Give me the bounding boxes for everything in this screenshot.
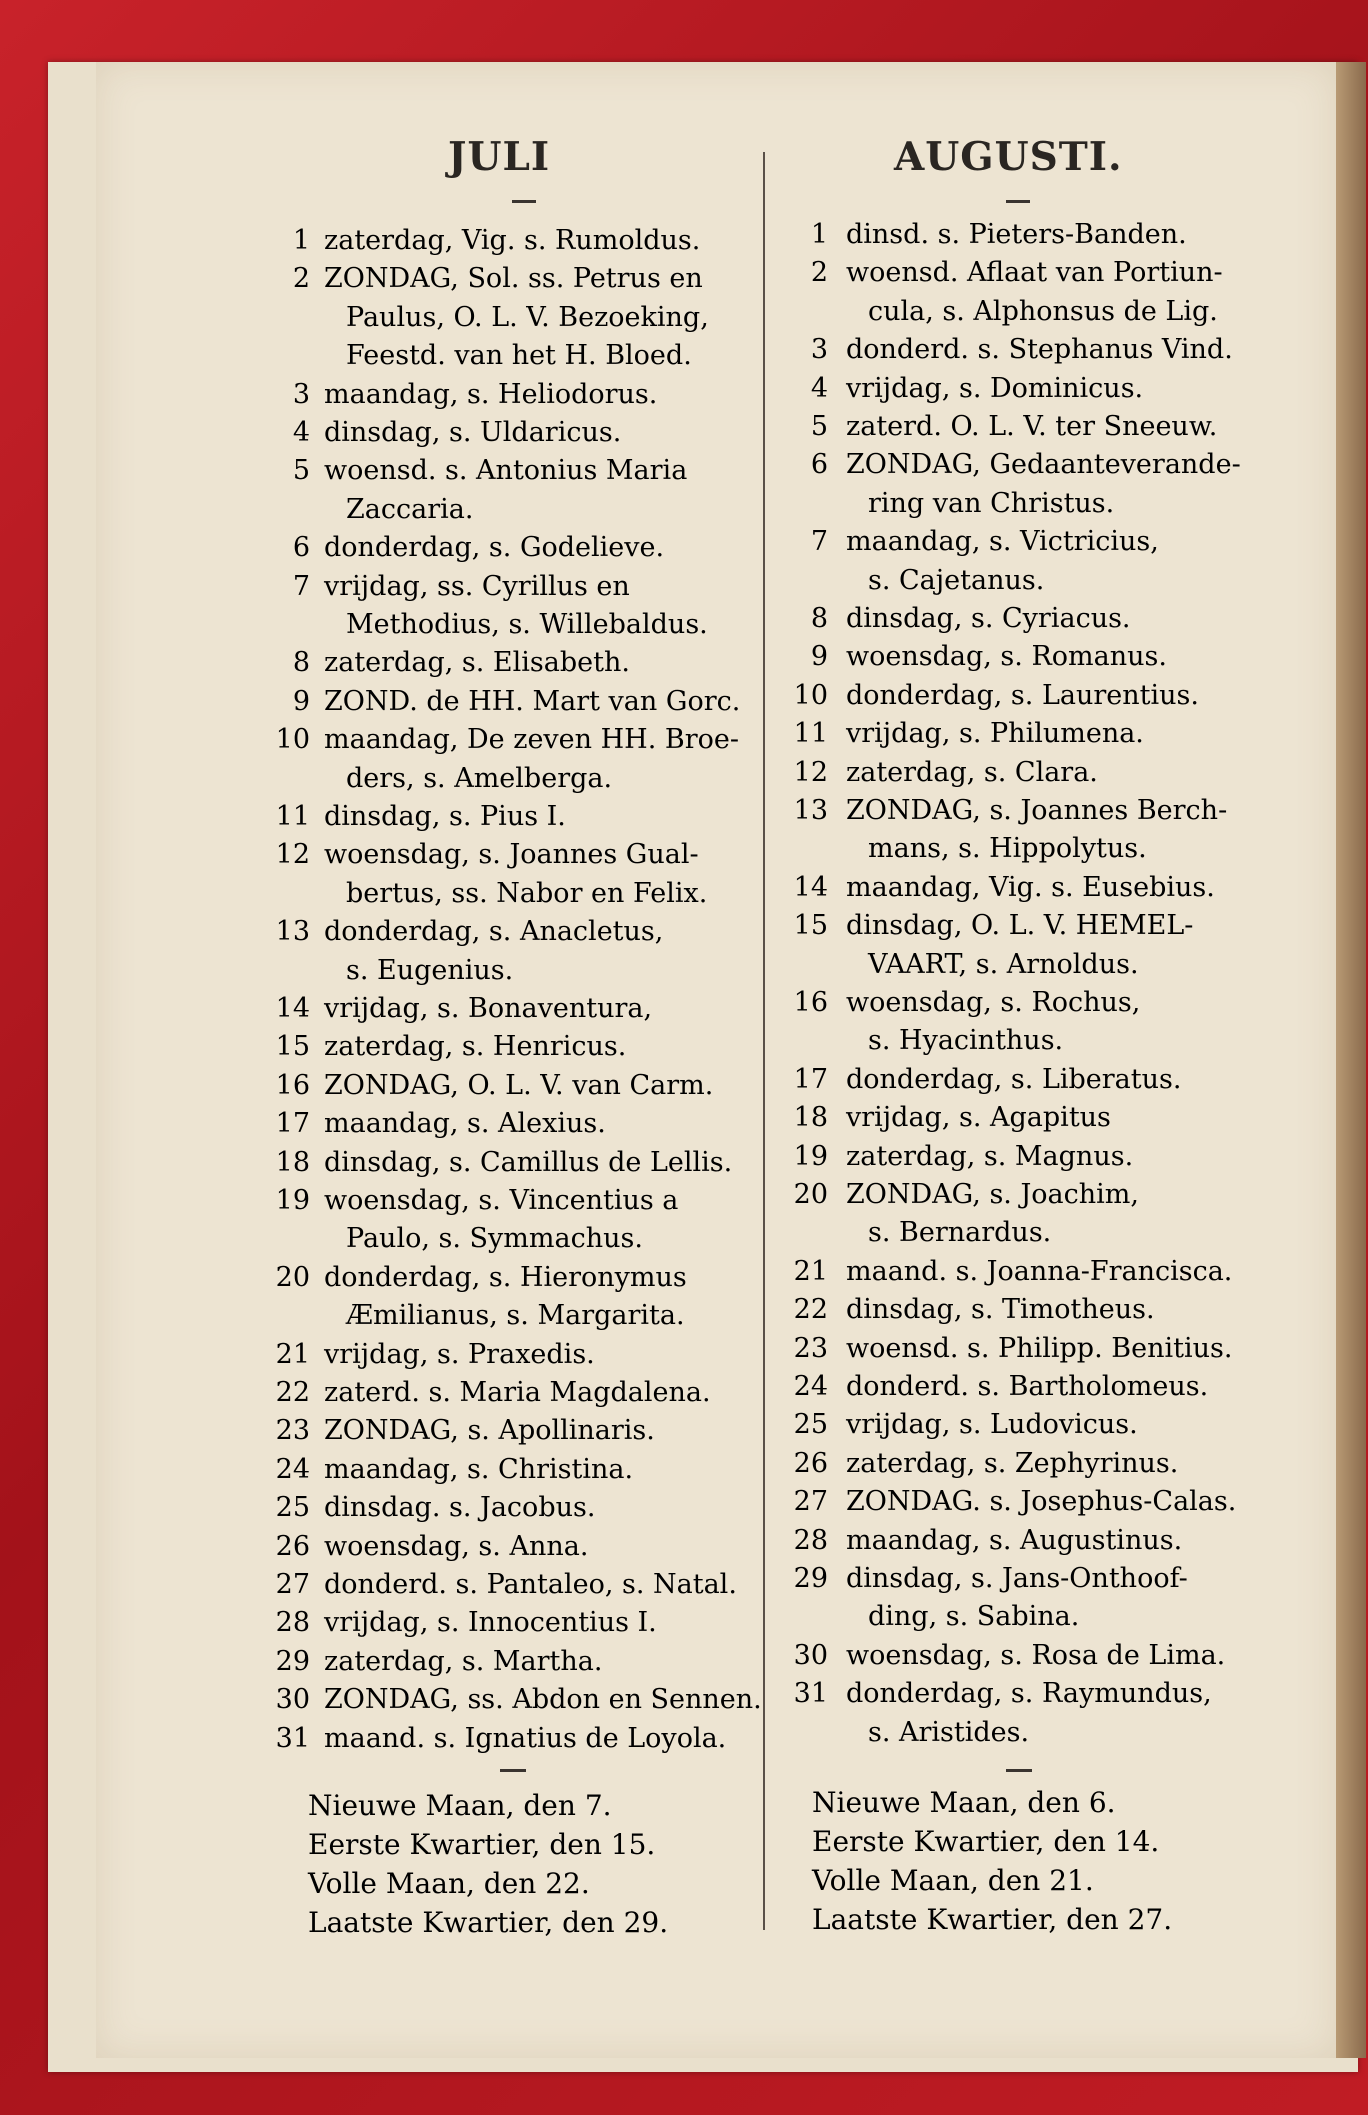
july-day-text: donderdag, s. Anacletus,: [324, 916, 664, 948]
august-day-text: donderdag, s. Raymundus,: [846, 1678, 1212, 1710]
august-day-text: maandag, s. Victricius,: [846, 526, 1159, 558]
july-day-text: dinsdag. s. Jacobus.: [324, 1492, 596, 1524]
august-day-text-continued: mans, s. Hippolytus.: [868, 833, 1147, 865]
august-day-number: 2: [810, 257, 828, 289]
august-moon-phase: Volle Maan, den 21.: [812, 1864, 1094, 1897]
july-footer-rule: [500, 1769, 526, 1772]
august-day-text: dinsdag, O. L. V. HEMEL-: [846, 910, 1194, 942]
july-day-number: 22: [275, 1377, 310, 1408]
august-day-number: 17: [793, 1063, 828, 1095]
july-day-number: 30: [275, 1684, 310, 1716]
july-day-number: 17: [275, 1108, 310, 1140]
july-day-text: maand. s. Ignatius de Loyola.: [324, 1722, 727, 1754]
august-day-text: vrijdag, s. Ludovicus.: [846, 1409, 1138, 1441]
august-day-text-continued: s. Hyacinthus.: [868, 1025, 1064, 1057]
july-day-text-continued: Feestd. van het H. Bloed.: [346, 340, 692, 372]
july-day-text: woensdag, s. Vincentius a: [324, 1185, 679, 1216]
july-day-number: 14: [275, 993, 310, 1024]
august-day-text: vrijdag, s. Dominicus.: [846, 372, 1144, 404]
july-title: JULI: [448, 134, 551, 180]
august-moon-phase: Eerste Kwartier, den 14.: [812, 1825, 1160, 1858]
july-day-number: 6: [292, 532, 310, 564]
august-day-number: 1: [810, 219, 828, 250]
july-day-number: 31: [275, 1722, 310, 1754]
july-day-text: zaterdag, s. Elisabeth.: [324, 647, 630, 679]
august-day-number: 7: [810, 526, 828, 558]
august-day-text: ZONDAG, s. Joachim,: [846, 1179, 1139, 1210]
august-day-text: donderd. s. Stephanus Vind.: [846, 334, 1233, 366]
august-day-text: woensdag, s. Rosa de Lima.: [846, 1639, 1226, 1671]
august-day-number: 11: [793, 718, 828, 750]
july-day-text: maandag, s. Alexius.: [324, 1108, 606, 1140]
july-day-number: 1: [292, 225, 310, 256]
august-day-text: ZONDAG. s. Josephus-Calas.: [846, 1486, 1237, 1518]
july-day-number: 27: [275, 1569, 310, 1600]
august-day-number: 21: [793, 1255, 828, 1287]
july-moon-phase: Volle Maan, den 22.: [308, 1867, 590, 1900]
july-day-text-continued: Æmilianus, s. Margarita.: [346, 1300, 685, 1332]
august-day-text: ZONDAG, Gedaanteverande-: [846, 449, 1241, 481]
july-day-number: 12: [275, 839, 310, 871]
july-day-text: woensd. s. Antonius Maria: [324, 455, 688, 487]
july-day-text: vrijdag, s. Praxedis.: [324, 1338, 595, 1370]
august-day-text: woensd. s. Philipp. Benitius.: [846, 1332, 1233, 1364]
august-day-text: dinsdag, s. Jans-Onthoof-: [846, 1563, 1188, 1594]
august-day-number: 3: [810, 334, 828, 366]
august-day-text-continued: ring van Christus.: [868, 487, 1115, 519]
august-day-text: maandag, s. Augustinus.: [846, 1524, 1183, 1556]
august-day-text-continued: ding, s. Sabina.: [868, 1601, 1080, 1633]
august-day-number: 23: [793, 1332, 828, 1364]
august-moon-phase: Laatste Kwartier, den 27.: [812, 1903, 1173, 1936]
july-day-text: maandag, s. Heliodorus.: [324, 378, 658, 410]
july-day-number: 29: [275, 1645, 310, 1677]
july-day-text-continued: ders, s. Amelberga.: [346, 762, 613, 794]
july-day-number: 4: [292, 417, 310, 448]
july-day-text: zaterd. s. Maria Magdalena.: [324, 1377, 711, 1408]
august-day-text: maand. s. Joanna-Francisca.: [846, 1255, 1233, 1287]
august-day-text: ZONDAG, s. Joannes Berch-: [846, 795, 1228, 826]
july-moon-phase: Nieuwe Maan, den 7.: [308, 1789, 612, 1822]
july-day-number: 11: [275, 801, 310, 832]
august-day-text: zaterd. O. L. V. ter Sneeuw.: [846, 411, 1218, 442]
august-day-text: vrijdag, s. Agapitus: [846, 1102, 1111, 1134]
august-day-number: 28: [793, 1524, 828, 1556]
august-day-text-continued: VAART, s. Arnoldus.: [868, 948, 1139, 980]
july-moon-phase: Laatste Kwartier, den 29.: [308, 1906, 669, 1939]
august-day-number: 30: [793, 1639, 828, 1671]
july-day-number: 15: [275, 1031, 310, 1063]
july-day-text: woensdag, s. Joannes Gual-: [324, 839, 699, 871]
july-day-number: 28: [275, 1607, 310, 1639]
august-day-text-continued: s. Aristides.: [868, 1716, 1030, 1748]
august-footer-rule: [1006, 1769, 1032, 1772]
august-day-text: dinsdag, s. Timotheus.: [846, 1294, 1155, 1326]
july-day-number: 16: [275, 1069, 310, 1101]
august-day-number: 31: [793, 1678, 828, 1710]
august-day-text: donderdag, s. Laurentius.: [846, 679, 1199, 711]
july-day-text: zaterdag, s. Henricus.: [324, 1031, 627, 1063]
july-day-text-continued: Methodius, s. Willebaldus.: [346, 609, 708, 640]
august-day-text-continued: cula, s. Alphonsus de Lig.: [868, 295, 1218, 327]
august-day-text: vrijdag, s. Philumena.: [846, 718, 1144, 750]
july-day-text: vrijdag, s. Bonaventura,: [324, 993, 653, 1024]
august-day-number: 20: [793, 1179, 828, 1210]
july-day-text: dinsdag, s. Uldaricus.: [324, 417, 622, 448]
july-day-text: dinsdag, s. Pius I.: [324, 801, 566, 832]
july-day-text: woensdag, s. Anna.: [324, 1530, 589, 1562]
august-title: AUGUSTI.: [894, 134, 1123, 180]
july-day-number: 21: [275, 1338, 310, 1370]
august-day-text-continued: s. Bernardus.: [868, 1217, 1052, 1249]
july-day-text: ZONDAG, Sol. ss. Petrus en: [324, 263, 703, 295]
august-day-number: 10: [793, 679, 828, 711]
page-gutter: [1336, 62, 1366, 2058]
august-day-number: 27: [793, 1486, 828, 1518]
july-day-text: ZONDAG, O. L. V. van Carm.: [324, 1069, 714, 1101]
august-title-rule: [1006, 200, 1030, 203]
august-day-text: donderd. s. Bartholomeus.: [846, 1371, 1209, 1402]
august-day-number: 5: [810, 411, 828, 442]
august-day-number: 14: [793, 871, 828, 903]
august-day-number: 25: [793, 1409, 828, 1441]
august-day-text: dinsd. s. Pieters-Banden.: [846, 219, 1187, 250]
july-day-text: ZONDAG, ss. Abdon en Sennen.: [324, 1684, 762, 1716]
august-day-number: 13: [793, 795, 828, 826]
august-day-number: 29: [793, 1563, 828, 1594]
july-day-text: donderd. s. Pantaleo, s. Natal.: [324, 1569, 737, 1600]
july-day-number: 23: [275, 1415, 310, 1447]
july-day-text-continued: Paulo, s. Symmachus.: [346, 1223, 643, 1255]
july-day-number: 26: [275, 1530, 310, 1562]
july-day-text-continued: Paulus, O. L. V. Bezoeking,: [346, 301, 709, 333]
july-day-text: ZONDAG, s. Apollinaris.: [324, 1415, 655, 1447]
august-day-text: dinsdag, s. Cyriacus.: [846, 603, 1131, 634]
august-day-number: 15: [793, 910, 828, 942]
august-day-number: 6: [810, 449, 828, 481]
july-day-number: 5: [292, 455, 310, 487]
august-day-number: 24: [793, 1371, 828, 1402]
july-day-number: 7: [292, 570, 310, 602]
july-day-number: 18: [275, 1146, 310, 1178]
july-day-number: 24: [275, 1453, 310, 1485]
august-day-text: woensdag, s. Romanus.: [846, 641, 1167, 673]
august-day-number: 8: [810, 603, 828, 634]
august-day-number: 9: [810, 641, 828, 673]
august-day-number: 12: [793, 756, 828, 788]
august-day-number: 16: [793, 987, 828, 1018]
july-day-text: zaterdag, s. Martha.: [324, 1645, 603, 1677]
july-day-number: 19: [275, 1185, 310, 1216]
july-day-number: 10: [275, 724, 310, 756]
july-day-text: donderdag, s. Godelieve.: [324, 532, 665, 564]
column-divider: [763, 152, 765, 1930]
july-day-text-continued: Zaccaria.: [346, 493, 474, 525]
august-day-text: woensdag, s. Rochus,: [846, 987, 1141, 1018]
july-day-number: 8: [292, 647, 310, 679]
july-day-number: 9: [292, 685, 310, 717]
august-day-number: 26: [793, 1447, 828, 1479]
july-day-number: 20: [275, 1261, 310, 1293]
july-day-number: 13: [275, 916, 310, 948]
july-day-text-continued: s. Eugenius.: [346, 954, 514, 986]
july-day-text: ZOND. de HH. Mart van Gorc.: [324, 685, 741, 717]
july-day-text: maandag, De zeven HH. Broe-: [324, 724, 739, 756]
july-day-number: 2: [292, 263, 310, 295]
august-day-number: 18: [793, 1102, 828, 1134]
august-moon-phase: Nieuwe Maan, den 6.: [812, 1786, 1116, 1819]
july-day-text: vrijdag, s. Innocentius I.: [324, 1607, 657, 1639]
july-day-text-continued: bertus, ss. Nabor en Felix.: [346, 877, 708, 909]
july-day-number: 25: [275, 1492, 310, 1524]
july-day-text: donderdag, s. Hieronymus: [324, 1261, 687, 1293]
august-day-text: zaterdag, s. Clara.: [846, 756, 1098, 788]
august-day-text: woensd. Aflaat van Portiun-: [846, 257, 1223, 289]
august-day-number: 19: [793, 1140, 828, 1172]
august-day-text-continued: s. Cajetanus.: [868, 564, 1045, 596]
july-day-number: 3: [292, 378, 310, 410]
august-day-text: maandag, Vig. s. Eusebius.: [846, 871, 1215, 903]
august-day-text: donderdag, s. Liberatus.: [846, 1063, 1182, 1095]
august-day-text: zaterdag, s. Zephyrinus.: [846, 1447, 1179, 1479]
august-day-number: 4: [810, 372, 828, 404]
july-day-text: vrijdag, ss. Cyrillus en: [324, 570, 630, 602]
august-day-number: 22: [793, 1294, 828, 1326]
july-day-text: dinsdag, s. Camillus de Lellis.: [324, 1146, 733, 1178]
july-day-text: zaterdag, Vig. s. Rumoldus.: [324, 225, 701, 256]
august-day-text: zaterdag, s. Magnus.: [846, 1140, 1134, 1172]
july-moon-phase: Eerste Kwartier, den 15.: [308, 1828, 656, 1861]
july-day-text: maandag, s. Christina.: [324, 1453, 634, 1485]
july-title-rule: [512, 200, 536, 203]
